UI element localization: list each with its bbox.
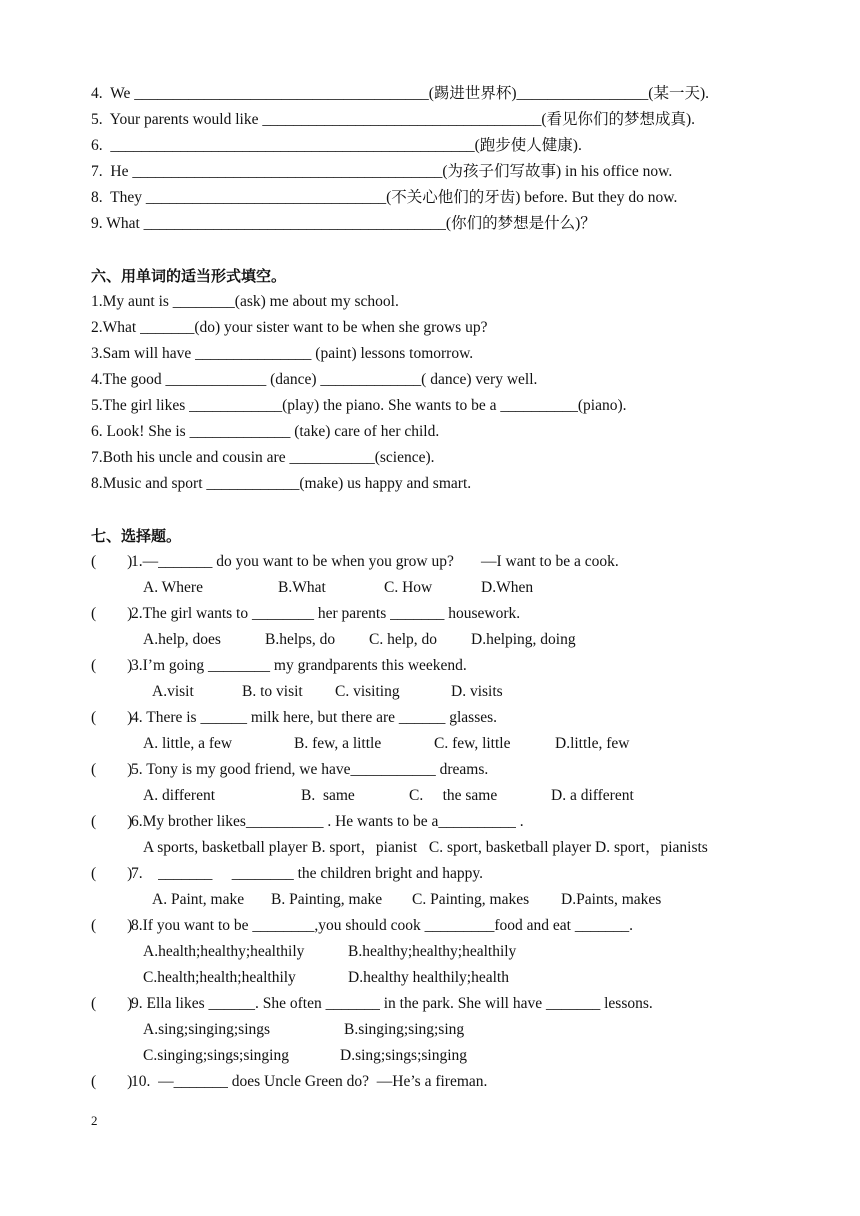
question-3: 3.I’m going ________ my grandparents this weekend. xyxy=(131,657,467,674)
fill-item-7: 7.Both his uncle and cousin are ___________(science). xyxy=(91,449,435,466)
page-number: 2 xyxy=(91,1113,98,1128)
option-a: A. Paint, make xyxy=(152,891,245,908)
question-6: 6.My brother likes__________ . He wants to be a__________ . xyxy=(131,813,524,830)
option-b: B.What xyxy=(278,579,326,596)
option-a: A.visit xyxy=(152,683,194,700)
translation-item-9: 9. What _______________________________________(你们的梦想是什么)？ xyxy=(91,215,596,232)
option-d: D.Paints, makes xyxy=(561,891,662,908)
option-a: A. Where xyxy=(143,579,203,596)
option-c: C.health;health;healthily xyxy=(143,969,296,986)
answer-paren: ( ) xyxy=(91,995,133,1012)
option-b: B. same xyxy=(301,787,355,804)
option-b: B.healthy;healthy;healthily xyxy=(348,943,517,960)
answer-paren: ( ) xyxy=(91,865,133,882)
answer-paren: ( ) xyxy=(91,761,133,778)
option-c: C. How xyxy=(384,579,433,596)
option-b: B.helps, do xyxy=(265,631,336,648)
option-d: D. visits xyxy=(451,683,503,700)
option-c: C.singing;sings;singing xyxy=(143,1047,289,1064)
translation-item-4: 4. We ______________________________________(踢进世界杯)_________________(某一天). xyxy=(91,85,710,102)
answer-paren: ( ) xyxy=(91,553,133,570)
option-b: B. few, a little xyxy=(294,735,382,752)
option-b: B. to visit xyxy=(242,683,303,700)
translation-item-7: 7. He ________________________________________(为孩子们写故事) in his office now. xyxy=(91,163,673,180)
option-b: B.singing;sing;sing xyxy=(344,1021,465,1038)
translation-item-5: 5. Your parents would like ____________________________________(看见你们的梦想成真). xyxy=(91,111,696,128)
question-2: 2.The girl wants to ________ her parents _______ housework. xyxy=(131,605,521,622)
fill-item-5: 5.The girl likes ____________(play) the piano. She wants to be a __________(piano). xyxy=(91,397,627,414)
translation-item-6: 6. _______________________________________________(跑步使人健康). xyxy=(91,137,582,154)
option-c: C. the same xyxy=(409,787,498,804)
fill-item-6: 6. Look! She is _____________ (take) care of her child. xyxy=(91,423,440,440)
fill-item-8: 8.Music and sport ____________(make) us happy and smart. xyxy=(91,475,472,492)
fill-item-4: 4.The good _____________ (dance) _____________( dance) very well. xyxy=(91,371,538,388)
option-d: D.sing;sings;singing xyxy=(340,1047,468,1064)
answer-paren: ( ) xyxy=(91,813,133,830)
fill-item-2: 2.What _______(do) your sister want to be when she grows up? xyxy=(91,319,488,336)
question-8: 8.If you want to be ________,you should cook _________food and eat _______. xyxy=(131,917,633,934)
section-7-heading: 七、选择题。 xyxy=(91,527,182,545)
question-4: 4. There is ______ milk here, but there are ______ glasses. xyxy=(131,709,498,726)
question-9: 9. Ella likes ______. She often _______ in the park. She will have _______ lessons. xyxy=(131,995,653,1012)
answer-paren: ( ) xyxy=(91,605,133,622)
answer-paren: ( ) xyxy=(91,709,133,726)
option-c: C. visiting xyxy=(335,683,400,700)
question-5: 5. Tony is my good friend, we have___________ dreams. xyxy=(131,761,489,778)
question-10: 10. —_______ does Uncle Green do? —He’s a fireman. xyxy=(131,1073,488,1090)
translation-item-8: 8. They _______________________________(不关心他们的牙齿) before. But they do now. xyxy=(91,189,678,206)
option-d: D.healthy healthily;health xyxy=(348,969,509,986)
option-d: D. a different xyxy=(551,787,634,804)
option-a: A.help, does xyxy=(143,631,221,648)
fill-item-3: 3.Sam will have _______________ (paint) lessons tomorrow. xyxy=(91,345,474,362)
option-a: A. little, a few xyxy=(143,735,233,752)
answer-paren: ( ) xyxy=(91,657,133,674)
option-a: A. different xyxy=(143,787,216,804)
section-6-heading: 六、用单词的适当形式填空。 xyxy=(91,267,287,285)
answer-paren: ( ) xyxy=(91,917,133,934)
option-c: C. help, do xyxy=(369,631,438,648)
option-d: D.helping, doing xyxy=(471,631,576,648)
question-1: 1.—_______ do you want to be when you grow up? —I want to be a cook. xyxy=(131,553,619,570)
option-a: A.sing;singing;sings xyxy=(143,1021,271,1038)
answer-paren: ( ) xyxy=(91,1073,133,1090)
options-line: A sports, basketball player B. sport，pianist C. sport, basketball player D. sport，pianists xyxy=(143,839,708,856)
option-c: C. few, little xyxy=(434,735,511,752)
question-7: 7. _______ ________ the children bright and happy. xyxy=(131,865,483,882)
option-a: A.health;healthy;healthily xyxy=(143,943,305,960)
option-d: D.little, few xyxy=(555,735,630,752)
option-b: B. Painting, make xyxy=(271,891,383,908)
option-c: C. Painting, makes xyxy=(412,891,530,908)
option-d: D.When xyxy=(481,579,534,596)
fill-item-1: 1.My aunt is ________(ask) me about my school. xyxy=(91,293,399,310)
